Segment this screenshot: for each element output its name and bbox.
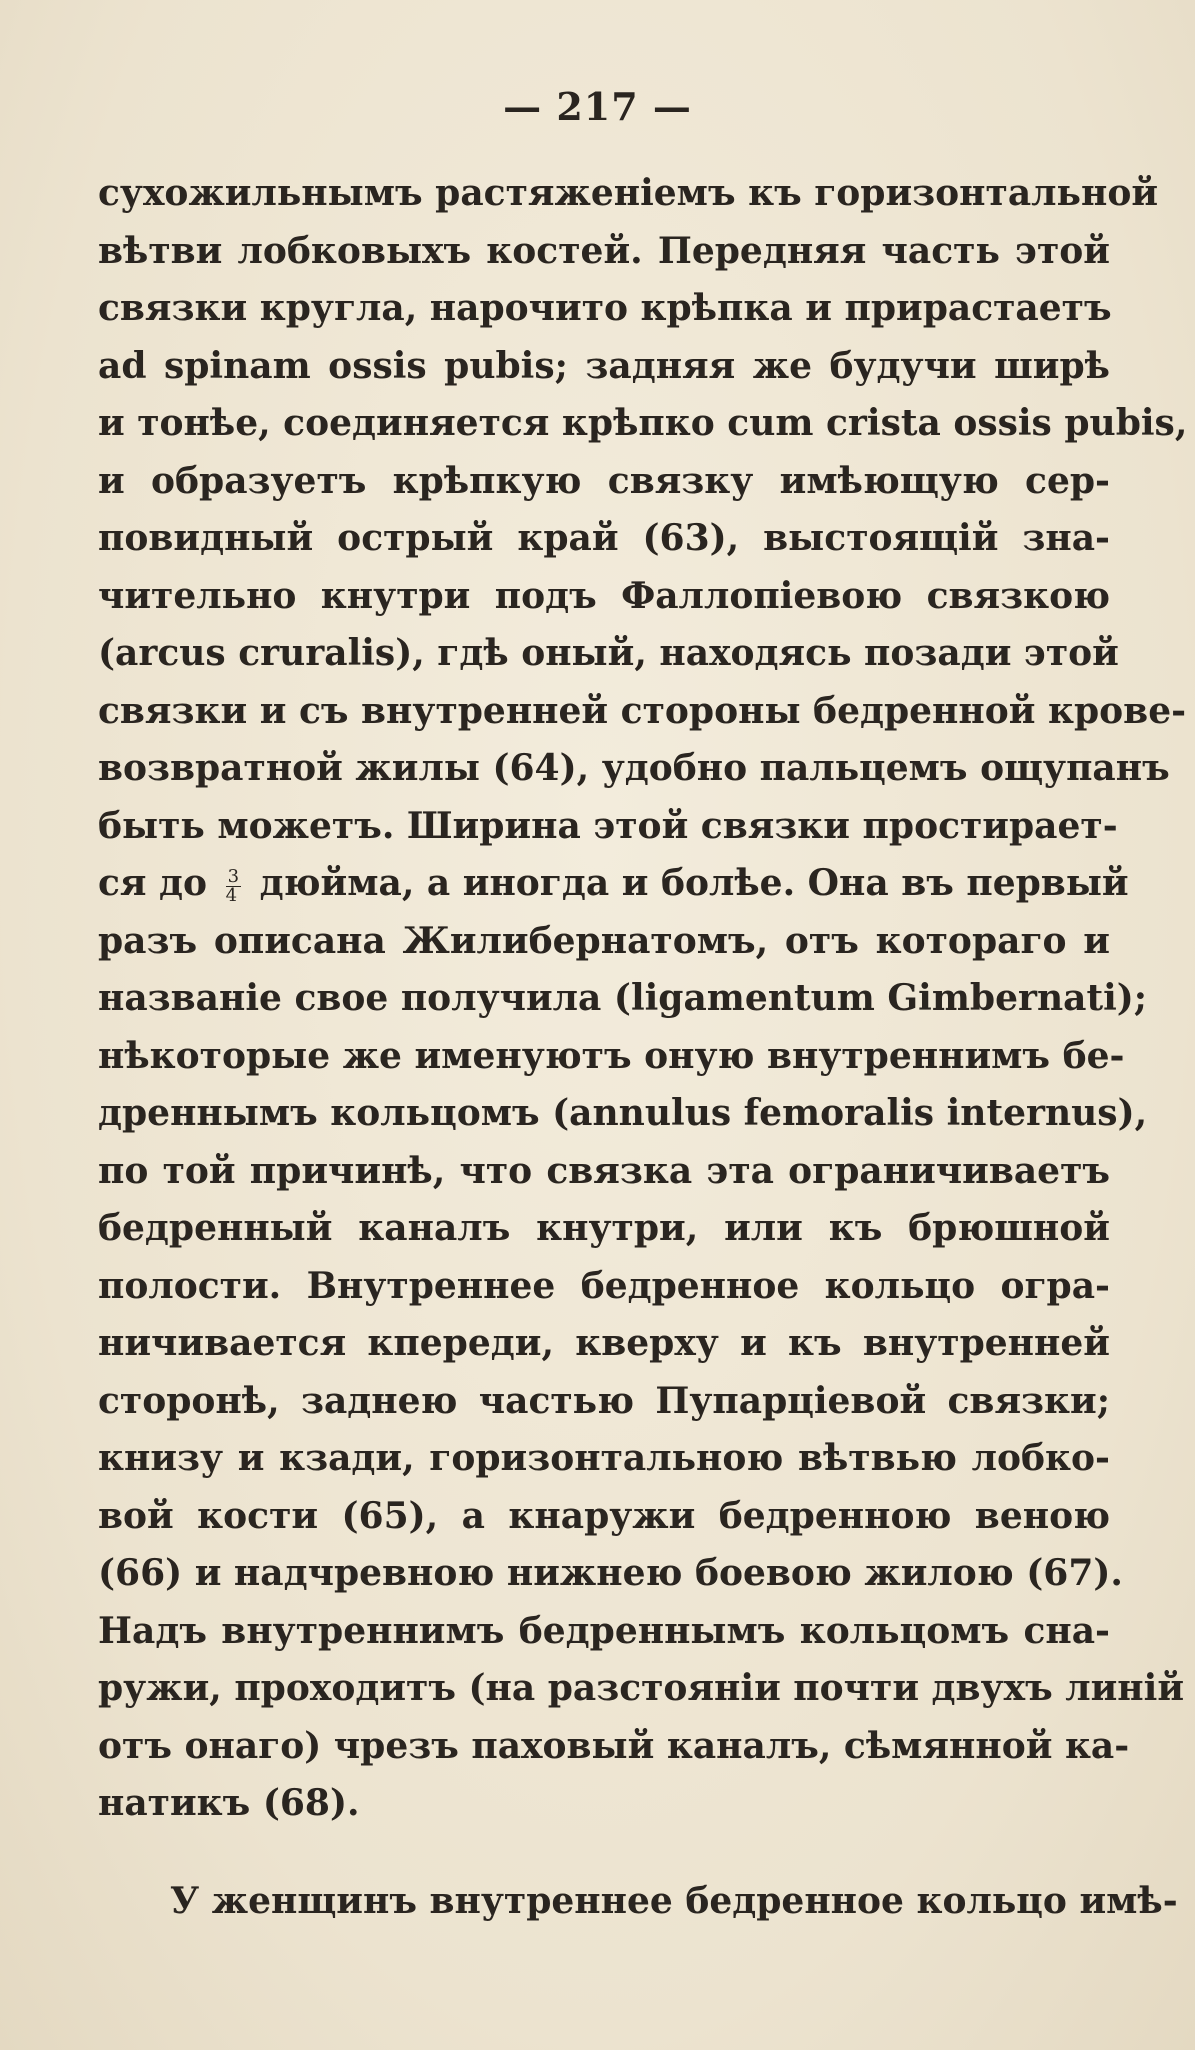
text-line: и образуетъ крѣпкую связку имѣющую сер- <box>98 459 1110 502</box>
text-line: повидный острый край (63), выстоящій зна- <box>98 517 1110 559</box>
text-line: вой кости (65), а кнаружи бедренною веною <box>98 1494 1110 1537</box>
text-line: названіе свое получила (ligamentum Gimbernati); <box>98 977 1148 1019</box>
fraction <box>225 865 241 906</box>
paragraph-start-line: У женщинъ внутреннее бедренное кольцо имѣ- <box>170 1879 1178 1922</box>
text-line: полости. Внутреннее бедренное кольцо огра- <box>98 1264 1110 1307</box>
text-line: разъ описана Жилибернатомъ, отъ котораго и <box>98 919 1110 962</box>
paragraph-gap <box>98 1833 1110 1873</box>
text-line: (66) и надчревною нижнею боевою жилою (67). <box>98 1552 1123 1594</box>
fraction-line-after: дюйма, а иногда и болѣе. Она въ первый <box>259 862 1129 904</box>
text-line: связки кругла, нарочито крѣпка и прирастаетъ <box>98 287 1112 329</box>
text-line: возвратной жилы (64), удобно пальцемъ ощупанъ <box>98 747 1170 789</box>
text-line: натикъ (68). <box>98 1782 360 1824</box>
text-line: книзу и кзади, горизонтальною вѣтвью лобко- <box>98 1437 1110 1479</box>
text-line: и тонѣе, соединяется крѣпко cum crista ossis pubis, <box>98 402 1188 444</box>
text-line: чительно кнутри подъ Фаллопіевою связкою <box>98 574 1110 617</box>
text-line: быть можетъ. Ширина этой связки простирает- <box>98 804 1118 847</box>
text-line: Надъ внутреннимъ бедреннымъ кольцомъ сна- <box>98 1609 1110 1652</box>
text-line: отъ онаго) чрезъ паховый каналъ, сѣмянной ка- <box>98 1724 1130 1767</box>
text-line: сухожильнымъ растяженіемъ къ горизонтальной <box>98 172 1159 214</box>
text-line: (arcus cruralis), гдѣ оный, находясь позади этой <box>98 632 1119 674</box>
fraction-denominator: 4 <box>225 884 238 906</box>
text-line: по той причинѣ, что связка эта ограничиваетъ <box>98 1149 1110 1192</box>
text-line: вѣтви лобковыхъ костей. Передняя часть этой <box>98 229 1110 272</box>
text-line: ничивается кпереди, кверху и къ внутренней <box>98 1322 1110 1364</box>
page-number: — 217 — <box>503 84 692 129</box>
body-text <box>98 165 1188 1930</box>
text-line: дреннымъ кольцомъ (annulus femoralis internus), <box>98 1092 1148 1134</box>
text-line: связки и съ внутренней стороны бедренной крове- <box>98 689 1187 732</box>
fraction-numerator: 3 <box>227 865 240 887</box>
text-line: сторонѣ, заднею частью Пупарціевой связки; <box>98 1379 1110 1422</box>
text-line: ad spinam ossis pubis; задняя же будучи ширѣ <box>98 344 1110 387</box>
fraction-line-before: ся до <box>98 862 208 904</box>
text-line-with-fraction <box>98 855 1129 913</box>
text-line: бедренный каналъ кнутри, или къ брюшной <box>98 1207 1110 1249</box>
text-line: ружи, проходитъ (на разстояніи почти двухъ линій <box>98 1667 1185 1709</box>
text-line: нѣкоторые же именуютъ оную внутреннимъ бе- <box>98 1034 1125 1077</box>
